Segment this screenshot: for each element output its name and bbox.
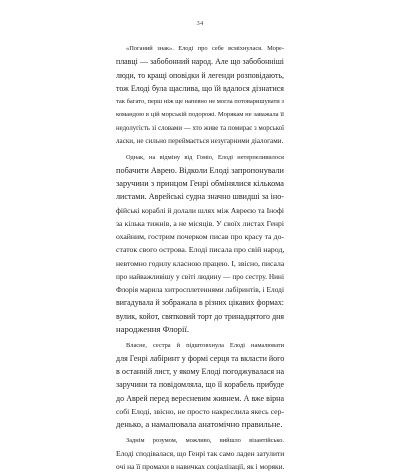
text-line: «Поганий знак». Елоді про себе всміхнулася. Море- <box>126 45 284 52</box>
text-line: заручини з принцом Генрі обмінялися кількома <box>116 179 284 188</box>
text-line: собі Елоді, звісно, не просто накреслила якесь сер- <box>116 406 284 416</box>
text-line: заручини та повідомляла, що її корабель прибуде <box>116 380 284 390</box>
text-line: очі на її промахи в навичках соціалізації, як і моряки. <box>116 462 285 472</box>
text-line: Елоді сподівалася, що Генрі так само ладен затулити <box>116 449 285 458</box>
text-line: в останній лист, у якому Елоді погоджувалася на <box>116 367 285 376</box>
text-line: командою в цій морській подорожі. Морякам не заважала її <box>116 111 284 119</box>
text-line: Однак, на відміну від Гоміо, Елоді нетерпеливилося <box>126 153 284 161</box>
paragraph-2 <box>116 151 284 337</box>
body-text <box>116 42 284 476</box>
text-line: тож Елоді була щаслива, що їй вдалося дізнатися <box>116 83 284 93</box>
text-line: побачити Аврею. Відколи Елоді запропонували <box>116 165 284 175</box>
text-line: Флорія марила хитросплетеннями лабіринтів, і Елоді <box>116 285 284 294</box>
text-line: вигадувала й зображала в різних цікавих формах: <box>116 298 284 308</box>
text-line: до Аврей перед вересневим живнем. А вже вірна <box>116 393 284 403</box>
text-line: люди, то кращі оповідки й легенди розповідають, <box>116 70 284 80</box>
text-line: за кілька тижнів, а не місяців. У своїх листах Генрі <box>116 218 284 228</box>
text-line: охайним, гострим почерком писав про красу та до- <box>116 232 284 241</box>
text-line: про найважливішу у світі людину — про сестру. Нині <box>116 271 284 281</box>
text-line: для Генрі лабіринт у формі серця та вкласти його <box>116 353 285 363</box>
text-line: статок свого острова. Елоді писала про свій народ, <box>116 245 285 255</box>
text-line: невтомно годилу класною працею. І, звісно, писала <box>116 258 285 268</box>
text-line: листами. Аврейські судна значно швидші за іно- <box>116 192 284 202</box>
text-line: Власне, сестра й підштовхнула Елоді намалювати <box>126 341 284 349</box>
paragraph-4 <box>116 434 284 474</box>
paragraph-3 <box>116 339 284 432</box>
text-line: недолугість зі словами — хто живе та помирає з морської <box>116 124 284 132</box>
page-number: 34 <box>196 20 204 27</box>
text-line: так багато, перш ніж ще напевно не могла потоваришувати з <box>116 98 284 105</box>
text-line: плавці — забобонний народ. Але що забобонніші <box>116 57 284 67</box>
text-line: денько, а намалювала анатомічно правильне. <box>116 419 283 429</box>
text-line: вулик, койот, святковий торт до тринадцятого дня <box>116 311 284 321</box>
text-line: Заднім розумом, можливо, вийшло візантійсько. <box>126 436 284 444</box>
text-line: народження Флорії. <box>116 323 190 334</box>
text-line: ласки, не сильно переймається незугарними діалогами. <box>116 136 284 145</box>
paragraph-1 <box>116 42 284 148</box>
text-line: фійські кораблі й долали шлях між Авреєю та Інофі <box>116 205 284 215</box>
